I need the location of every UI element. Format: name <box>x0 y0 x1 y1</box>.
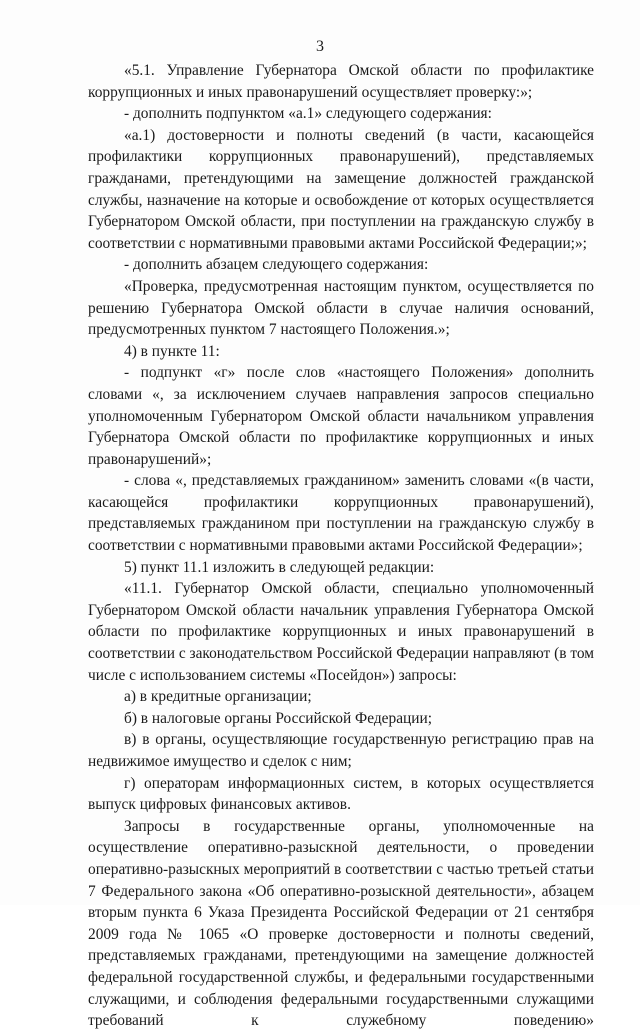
paragraph-item-4: 4) в пункте 11: <box>124 342 220 360</box>
paragraph-subpoint-g: - подпункт «г» после слов «настоящего Положения» дополнить словами «, за исключением случаев направления запросов специально уполномоченным Губернатором Омской области начальником управления Губернатора Омской области по профилактике коррупционных и иных правонарушений»; <box>88 364 594 468</box>
paragraph-add-paragraph: - дополнить абзацем следующего содержания: <box>124 256 429 274</box>
list-item-b: б) в налоговые органы Российской Федерации; <box>124 709 433 727</box>
paragraph-11-1: «11.1. Губернатор Омской области, специально уполномоченный Губернатором Омской области начальник управления Губернатора Омской области по профилактике коррупционных и иных правонарушений в соответствии с законодательством Российской Федерации направляют (в том числе с использованием системы «Посейдон») запросы: <box>88 580 594 684</box>
page-number: 3 <box>316 38 324 55</box>
list-item-v: в) в органы, осуществляющие государственную регистрацию прав на недвижимое имущество и сделок с ним; <box>88 731 594 770</box>
document-body <box>88 60 594 1032</box>
paragraph-item-5: 5) пункт 11.1 изложить в следующей редакции: <box>124 558 435 576</box>
paragraph-5-1-quote: «5.1. Управление Губернатора Омской области по профилактике коррупционных и иных правонарушений осуществляет проверку:»; <box>88 62 594 101</box>
paragraph-replace-words: - слова «, представляемых гражданином» заменить словами «(в части, касающейся профилактики коррупционных правонарушений), представляемых гражданином при поступлении на гражданскую службу в соответствии с нормативными правовыми актами Российской Федерации»; <box>88 472 594 555</box>
paragraph-verification: «Проверка, предусмотренная настоящим пунктом, осуществляется по решению Губернатора Омской области в случае наличия оснований, предусмотренных пунктом 7 настоящего Положения.»; <box>88 277 594 339</box>
paragraph-a1: «а.1) достоверности и полноты сведений (в части, касающейся профилактики коррупционных правонарушений), представляемых гражданами, претендующими на замещение должностей гражданской службы, назначение на которые и освобождение от которых осуществляется Губернатором Омской области, при поступлении на гражданскую службу в соответствии с нормативными правовыми актами Российской Федерации;»; <box>88 126 594 252</box>
list-item-a: а) в кредитные организации; <box>124 688 312 706</box>
list-item-g: г) операторам информационных систем, в которых осуществляется выпуск цифровых финансовых активов. <box>88 774 594 814</box>
paragraph-requests: Запросы в государственные органы, уполномоченные на осуществление оперативно-разыскной деятельности, о проведении оперативно-разыскных мероприятий в соответствии с частью третьей статьи 7 Федерального закона «Об оперативно-розыскной деятельности», абзацем вторым пункта 6 Указа Президента Российской Федерации от 21 сентября 2009 года № 1065 «О проверке достоверности и полноты сведений, представляемых гражданами, претендующими на замещение должностей федеральной государственной службы, и федеральными государственными служащими, и соблюдения федеральными государственными служащими требований к служебному поведению» <box>88 817 594 1030</box>
paragraph-add-subpoint: - дополнить подпунктом «а.1» следующего содержания: <box>124 105 492 123</box>
